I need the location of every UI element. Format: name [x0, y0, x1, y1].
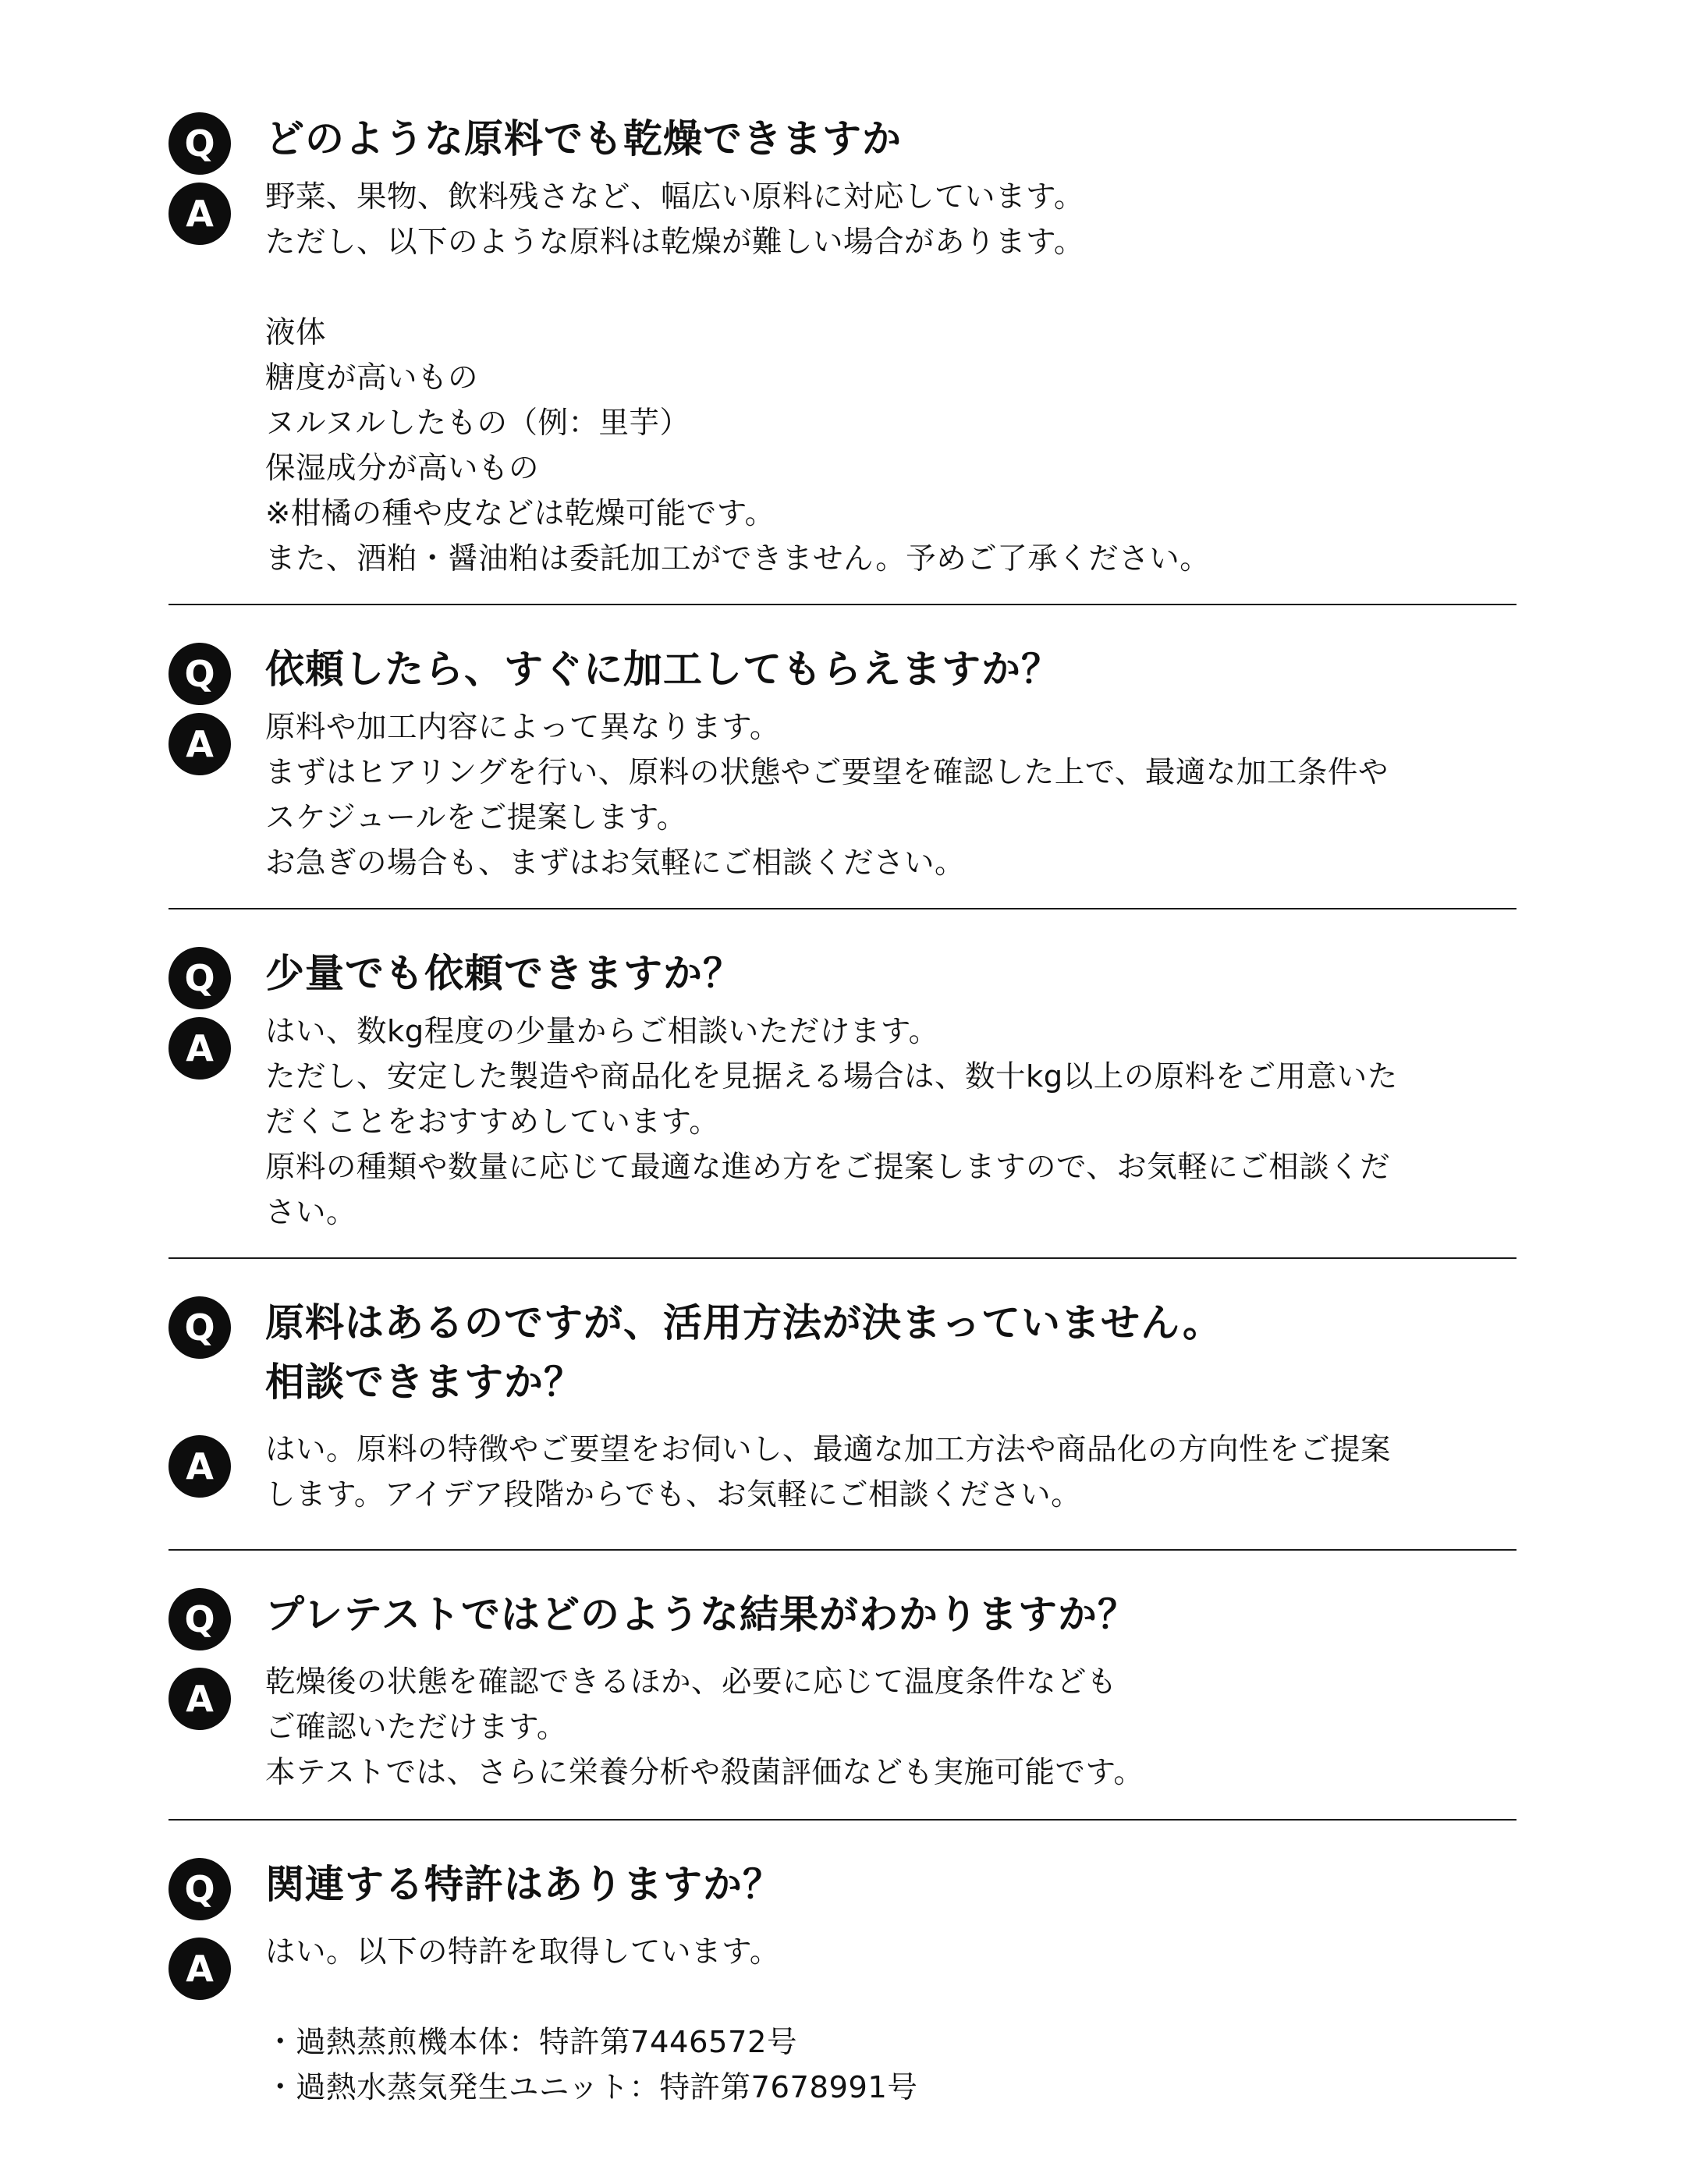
faq-item — [168, 1821, 1516, 2111]
answer-text: 乾燥後の状態を確認できるほか、必要に応じて温度条件なども ご確認いただけます。 本テストでは、さらに栄養分析や殺菌評価なども実施可能です。 — [265, 1665, 1144, 1790]
answer-row — [168, 1930, 1516, 2111]
faq-list — [168, 109, 1516, 2111]
faq-item — [168, 109, 1516, 605]
answer-row — [168, 705, 1516, 886]
faq-item — [168, 1259, 1516, 1551]
answer-row — [168, 1660, 1516, 1796]
faq-item — [168, 1551, 1516, 1821]
answer-text: 野菜、果物、飲料残さなど、幅広い原料に対応しています。 ただし、以下のような原料は乾燥が難しい場合があります。 液体 糖度が高いもの ヌルヌルしたもの（例：里芋） 保湿成分が高いもの ※柑橘の種や皮などは乾燥可能です。 また、酒粕・醤油粕は委託加工ができません。予めご了承ください。 — [265, 179, 1211, 576]
answer-row — [168, 1427, 1516, 1518]
q-badge-icon: Q — [168, 947, 231, 1009]
a-badge-icon: A — [168, 1938, 231, 2000]
question-text: 関連する特許はありますか？ — [265, 1862, 782, 1907]
question-row — [168, 1293, 1516, 1412]
a-badge-icon: A — [168, 1017, 231, 1080]
question-text: どのような原料でも乾燥できますか — [265, 116, 902, 161]
a-badge-icon: A — [168, 1435, 231, 1498]
q-badge-icon: Q — [168, 112, 231, 175]
answer-text: 原料や加工内容によって異なります。 まずはヒアリングを行い、原料の状態やご要望を確認した上で、最適な加工条件や スケジュールをご提案します。 お急ぎの場合も、まずはお気軽にご相談ください。 — [265, 710, 1389, 881]
q-badge-icon: Q — [168, 1588, 231, 1650]
answer-text: はい。原料の特徴やご要望をお伺いし、最適な加工方法や商品化の方向性をご提案 します。アイデア段階からでも、お気軽にご相談ください。 — [265, 1432, 1392, 1512]
answer-row — [168, 175, 1516, 582]
a-badge-icon: A — [168, 183, 231, 245]
a-badge-icon: A — [168, 1668, 231, 1730]
q-badge-icon: Q — [168, 1296, 231, 1359]
faq-item — [168, 909, 1516, 1259]
question-row — [168, 1585, 1516, 1644]
q-badge-icon: Q — [168, 643, 231, 705]
question-text: プレテストではどのような結果がわかりますか？ — [265, 1592, 1137, 1637]
q-badge-icon: Q — [168, 1858, 231, 1920]
answer-text: はい。以下の特許を取得しています。 ・過熱蒸煎機本体：特許第7446572号 ・過熱水蒸気発生ユニット：特許第7678991号 — [265, 1934, 918, 2105]
faq-item — [168, 605, 1516, 909]
question-row — [168, 1855, 1516, 1914]
a-badge-icon: A — [168, 713, 231, 775]
question-row — [168, 640, 1516, 699]
question-text: 少量でも依頼できますか？ — [265, 951, 743, 996]
question-row — [168, 944, 1516, 1003]
answer-text: はい、数kg程度の少量からご相談いただけます。 ただし、安定した製造や商品化を見据える場合は、数十kg以上の原料をご用意いた だくことをおすすめしています。 原料の種類や数量に応じて最適な進め方をご提案しますので、お気軽にご相談くだ さい。 — [265, 1014, 1398, 1230]
question-row — [168, 109, 1516, 168]
question-text: 依頼したら、すぐに加工してもらえますか？ — [265, 647, 1061, 692]
question-text: 原料はあるのですが、活用方法が決まっていません。 相談できますか？ — [265, 1300, 1222, 1405]
answer-row — [168, 1009, 1516, 1236]
